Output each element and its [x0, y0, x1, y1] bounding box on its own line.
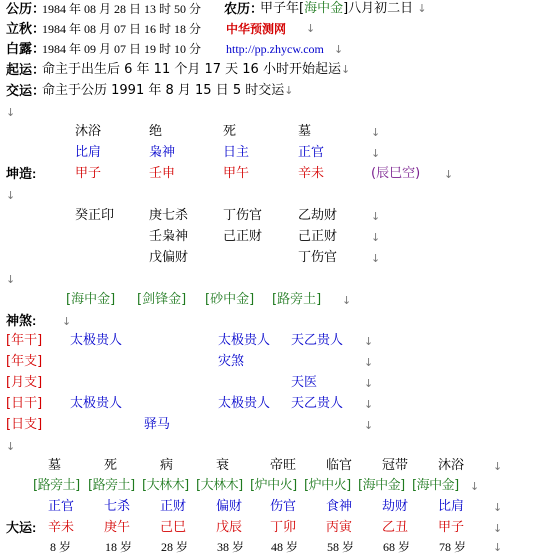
- arrow-mark: ↓: [364, 335, 374, 348]
- dayun-age: 8 岁: [50, 540, 72, 554]
- canggan-hour-3: 丁伤官: [298, 250, 338, 265]
- shensha-pillar: [日支]: [6, 417, 43, 432]
- dayun-shishen: 伤官: [270, 499, 297, 514]
- dayun-age: 78 岁: [439, 540, 467, 554]
- arrow-mark: ↓: [342, 294, 352, 307]
- site-url-link[interactable]: http://pp.zhycw.com: [226, 42, 324, 56]
- dayun-nayin: [大林木]: [142, 478, 189, 493]
- dayun-changsheng: 死: [104, 458, 118, 473]
- dayun-shishen: 比肩: [438, 499, 465, 514]
- shensha-pillar: [年支]: [6, 354, 43, 369]
- dayun-age: 38 岁: [217, 540, 245, 554]
- canggan-hour-1: 乙劫财: [298, 208, 338, 223]
- dayun-shishen: 食神: [326, 499, 353, 514]
- pillar-day: 甲午: [223, 166, 250, 181]
- shensha-year-col: 太极贵人: [70, 396, 123, 411]
- arrow-mark: ↓: [371, 147, 381, 160]
- arrow-mark: ↓: [306, 22, 316, 35]
- arrow-mark: ↓: [364, 356, 374, 369]
- arrow-mark: ↓: [364, 419, 374, 432]
- bailu-label: 白露：: [6, 41, 46, 56]
- canggan-month-2: 壬枭神: [149, 229, 189, 244]
- jiaoyun-value: 命主于公历 1991 年 8 月 15 日 5 时交运↓: [42, 83, 294, 98]
- nayin-day: [砂中金]: [205, 292, 255, 307]
- liqiu-label: 立秋：: [6, 21, 46, 36]
- kunzao-label: 坤造:: [6, 166, 37, 181]
- shensha-pillar: [月支]: [6, 375, 43, 390]
- dayun-changsheng: 衰: [216, 458, 230, 473]
- dayun-changsheng: 临官: [326, 458, 353, 473]
- pillar-hour: 辛未: [298, 166, 325, 181]
- arrow-mark: ↓: [334, 43, 344, 56]
- nayin-hour: [路旁土]: [272, 292, 322, 307]
- changsheng-month: 绝: [149, 124, 163, 139]
- arrow-mark: ↓: [371, 210, 381, 223]
- shishen-day: 日主: [223, 145, 250, 160]
- arrow-mark: ↓: [371, 252, 381, 265]
- shishen-month: 枭神: [149, 145, 176, 160]
- dayun-nayin: [海中金]: [412, 478, 459, 493]
- nayin-month: [剑锋金]: [137, 292, 187, 307]
- dayun-age: 18 岁: [105, 540, 133, 554]
- dayun-ganzhi: 乙丑: [382, 520, 409, 535]
- shensha-hour-col: 天医: [291, 375, 318, 390]
- shishen-year: 比肩: [75, 145, 102, 160]
- dayun-changsheng: 病: [160, 458, 174, 473]
- jiaoyun-label: 交运：: [6, 83, 46, 98]
- dayun-shishen: 偏财: [216, 499, 243, 514]
- canggan-year-1: 癸正印: [75, 208, 115, 223]
- dayun-nayin: [大林木]: [196, 478, 243, 493]
- arrow-mark: ↓: [6, 106, 16, 119]
- dayun-ganzhi: 丁卯: [270, 520, 297, 535]
- dayun-changsheng: 冠带: [382, 458, 409, 473]
- shensha-hour-col: 天乙贵人: [291, 396, 344, 411]
- dayun-label: 大运:: [6, 520, 37, 535]
- dayun-shishen: 七杀: [104, 499, 131, 514]
- kongwang: (辰巳空): [371, 166, 421, 181]
- liqiu-value: 1984 年 08 月 07 日 16 时 18 分: [42, 22, 202, 36]
- arrow-mark: ↓: [493, 460, 503, 473]
- arrow-mark: ↓: [62, 315, 72, 328]
- gongli-label: 公历：: [6, 1, 46, 16]
- bailu-value: 1984 年 09 月 07 日 19 时 10 分: [42, 42, 202, 56]
- canggan-hour-2: 己正财: [298, 229, 338, 244]
- shensha-label: 神煞:: [6, 313, 37, 328]
- dayun-ganzhi: 戊辰: [216, 520, 243, 535]
- site-name-link[interactable]: 中华预测网: [226, 22, 287, 36]
- dayun-changsheng: 墓: [48, 458, 62, 473]
- dayun-age: 48 岁: [271, 540, 299, 554]
- changsheng-day: 死: [223, 124, 237, 139]
- dayun-shishen: 劫财: [382, 499, 409, 514]
- nongli-value: 甲子年[海中金]八月初二日 ↓: [260, 1, 427, 16]
- arrow-mark: ↓: [493, 501, 503, 514]
- dayun-ganzhi: 己巳: [160, 520, 187, 535]
- shensha-day-col: 灾煞: [218, 354, 245, 369]
- shensha-year-col: 太极贵人: [70, 333, 123, 348]
- dayun-changsheng: 帝旺: [270, 458, 297, 473]
- qiyun-label: 起运：: [6, 62, 46, 77]
- arrow-mark: ↓: [493, 522, 503, 535]
- arrow-mark: ↓: [6, 189, 16, 202]
- canggan-day-1: 丁伤官: [223, 208, 263, 223]
- canggan-month-3: 戊偏财: [149, 250, 189, 265]
- dayun-ganzhi: 丙寅: [326, 520, 353, 535]
- shishen-hour: 正官: [298, 145, 325, 160]
- gongli-value: 1984 年 08 月 28 日 13 时 50 分: [42, 2, 202, 16]
- shensha-pillar: [日干]: [6, 396, 43, 411]
- qiyun-value: 命主于出生后 6 年 11 个月 17 天 16 小时开始起运↓: [42, 62, 351, 77]
- pillar-year: 甲子: [75, 166, 102, 181]
- dayun-nayin: [海中金]: [358, 478, 405, 493]
- dayun-changsheng: 沐浴: [438, 458, 465, 473]
- changsheng-hour: 墓: [298, 124, 312, 139]
- dayun-nayin: [炉中火]: [250, 478, 297, 493]
- arrow-mark: ↓: [364, 377, 374, 390]
- shensha-day-col: 太极贵人: [218, 396, 271, 411]
- arrow-mark: ↓: [6, 440, 16, 453]
- shensha-month-col: 驿马: [144, 417, 171, 432]
- nayin-year: [海中金]: [66, 292, 116, 307]
- changsheng-year: 沐浴: [75, 124, 102, 139]
- arrow-mark: ↓: [470, 480, 480, 493]
- canggan-month-1: 庚七杀: [149, 208, 189, 223]
- arrow-mark: ↓: [371, 126, 381, 139]
- dayun-ganzhi: 庚午: [104, 520, 131, 535]
- dayun-age: 28 岁: [161, 540, 189, 554]
- shensha-pillar: [年干]: [6, 333, 43, 348]
- arrow-mark: ↓: [493, 541, 503, 554]
- pillar-month: 壬申: [149, 166, 176, 181]
- arrow-mark: ↓: [6, 273, 16, 286]
- canggan-day-2: 己正财: [223, 229, 263, 244]
- dayun-nayin: [炉中火]: [304, 478, 351, 493]
- shensha-day-col: 太极贵人: [218, 333, 271, 348]
- dayun-ganzhi: 甲子: [438, 520, 465, 535]
- dayun-shishen: 正官: [48, 499, 75, 514]
- nongli-label: 农历：: [224, 1, 264, 16]
- dayun-age: 58 岁: [327, 540, 355, 554]
- shensha-hour-col: 天乙贵人: [291, 333, 344, 348]
- dayun-ganzhi: 辛未: [48, 520, 75, 535]
- arrow-mark: ↓: [364, 398, 374, 411]
- dayun-nayin: [路旁土]: [88, 478, 135, 493]
- arrow-mark: ↓: [444, 168, 454, 181]
- arrow-mark: ↓: [371, 231, 381, 244]
- dayun-nayin: [路旁土]: [33, 478, 80, 493]
- dayun-shishen: 正财: [160, 499, 187, 514]
- dayun-age: 68 岁: [383, 540, 411, 554]
